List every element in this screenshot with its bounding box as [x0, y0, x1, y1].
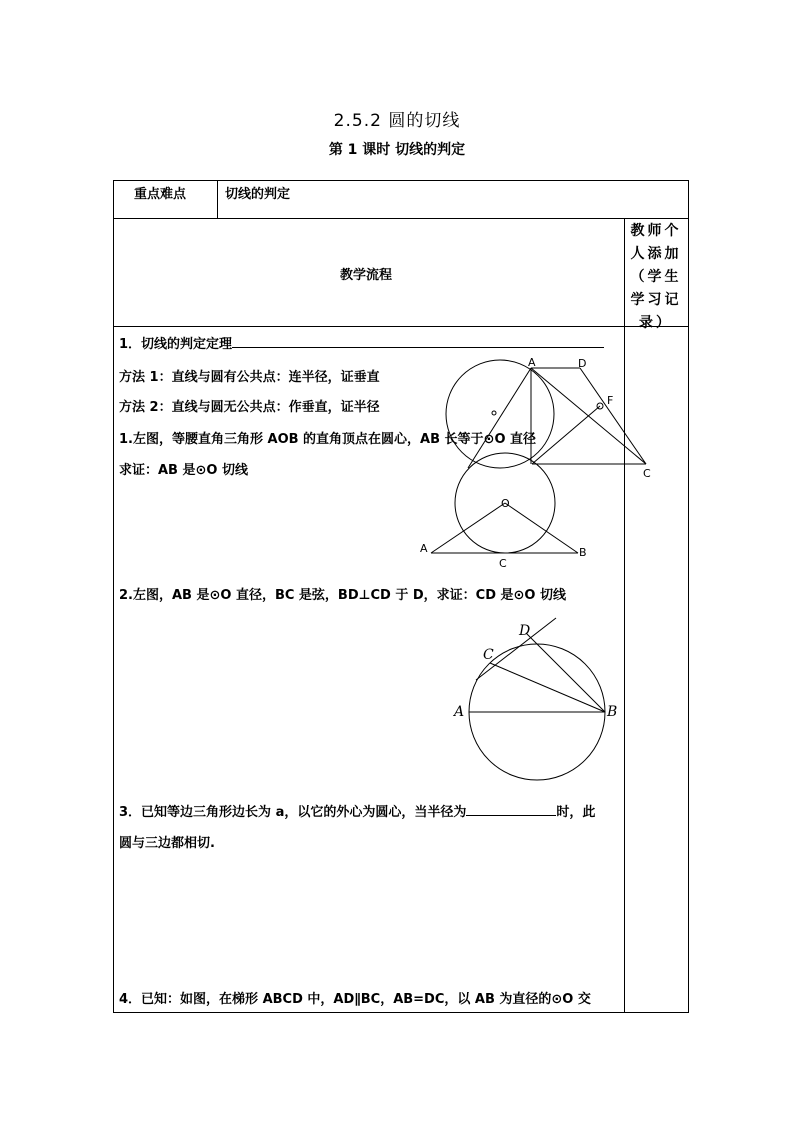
- fig2-label-b: B: [579, 546, 587, 559]
- question-3-continued: 圆与三边都相切.: [119, 836, 215, 851]
- key-points-value: 切线的判定: [225, 187, 291, 202]
- teacher-notes-header: 教师个人添加（学生学习记录）: [630, 223, 682, 331]
- method-1: 方法 1：直线与圆有公共点：连半径，证垂直: [119, 370, 380, 385]
- fig1-circle: [446, 360, 554, 468]
- fig1-label-a: A: [528, 356, 536, 369]
- fig2-line-o-b: [505, 503, 578, 553]
- fig2-label-a: A: [420, 542, 428, 555]
- fig3-label-d: D: [519, 623, 531, 639]
- question-1: 1.左图，等腰直角三角形 AOB 的直角顶点在圆心，AB 长等于⊙O 直径: [119, 432, 537, 447]
- question-2: 2.左图，AB 是⊙O 直径，BC 是弦，BD⊥CD 于 D，求证：CD 是⊙O 切线: [119, 588, 567, 603]
- figure-3: [469, 618, 605, 780]
- fig3-label-a: A: [454, 704, 465, 720]
- question-1-prove: 求证：AB 是⊙O 切线: [119, 463, 248, 478]
- question-3-text-a: 3．已知等边三角形边长为 a，以它的外心为圆心，当半径为: [119, 805, 467, 820]
- fig1-label-c: C: [643, 467, 651, 480]
- fig3-label-c: C: [483, 647, 494, 663]
- fig1-label-d: D: [578, 357, 587, 370]
- page-title: 2.5.2 圆的切线: [333, 111, 461, 131]
- key-points-label: 重点难点: [134, 187, 187, 202]
- fig3-chord-bc: [490, 663, 605, 712]
- item-1-text: 1．切线的判定定理: [119, 337, 233, 352]
- fig3-label-b: B: [607, 704, 618, 720]
- fig3-line-bd: [526, 633, 605, 712]
- teaching-process-label: 教学流程: [340, 268, 393, 283]
- question-3-text-b: 时，此: [556, 805, 596, 820]
- fig2-label-c: C: [499, 557, 507, 570]
- fig1-line-f: [532, 406, 600, 464]
- method-2: 方法 2：直线与圆无公共点：作垂直，证半径: [119, 400, 380, 415]
- figure-1: [446, 360, 646, 468]
- fig2-label-o: O: [501, 497, 510, 510]
- fig2-line-o-a: [431, 503, 505, 553]
- fig1-center-dot: [492, 411, 496, 415]
- page-subtitle: 第 1 课时 切线的判定: [328, 142, 466, 158]
- fig1-line-d-c: [580, 368, 646, 464]
- fig1-label-f: F: [607, 394, 614, 407]
- question-4: 4．已知：如图，在梯形 ABCD 中，AD∥BC，AB=DC，以 AB 为直径的⊙O 交: [119, 992, 591, 1007]
